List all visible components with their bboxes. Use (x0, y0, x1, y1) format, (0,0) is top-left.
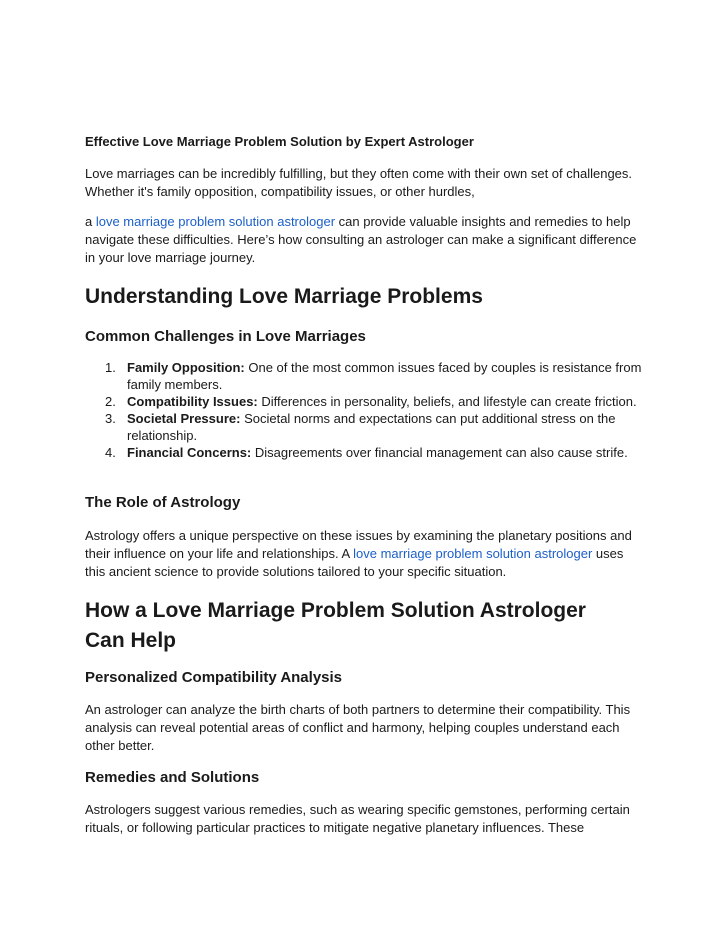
astrologer-link[interactable]: love marriage problem solution astrologer (353, 546, 593, 561)
list-term: Financial Concerns: (127, 445, 252, 460)
list-text: One of the most common issues faced by couples is resistance from family members. (127, 360, 642, 392)
list-number: 3. (105, 411, 116, 426)
challenges-list (85, 359, 645, 461)
astrology-text-pre: Astrology offers a unique perspective on these issues by examining the planetary positions and their influence on your life and relationships. A (85, 528, 632, 561)
list-item (85, 393, 645, 410)
astrologer-link[interactable]: love marriage problem solution astrologer (95, 214, 336, 229)
list-term: Societal Pressure: (127, 411, 241, 426)
subheading-compatibility-analysis: Personalized Compatibility Analysis (85, 669, 343, 686)
list-item (85, 410, 645, 444)
section-heading-how-astrologer-helps: How a Love Marriage Problem Solution Astrologer Can Help (85, 599, 586, 652)
subheading-common-challenges: Common Challenges in Love Marriages (85, 328, 366, 345)
remedies-paragraph: Astrologers suggest various remedies, such as wearing specific gemstones, performing certain rituals, or following particular practices to mitigate negative planetary influences. These (85, 802, 630, 835)
subheading-role-of-astrology: The Role of Astrology (85, 494, 241, 511)
intro-text-post: can provide valuable insights and remedies to help navigate these difficulties. Here’s how consulting an astrologer can make a significant difference in your love marriage journey. (85, 214, 637, 265)
list-number: 4. (105, 445, 116, 460)
list-number: 2. (105, 394, 116, 409)
intro-paragraph: Love marriages can be incredibly fulfilling, but they often come with their own set of challenges. Whether it's family opposition, compatibility issues, or other hurdles, (85, 166, 633, 199)
list-item (85, 359, 645, 393)
compatibility-paragraph: An astrologer can analyze the birth charts of both partners to determine their compatibility. This analysis can reveal potential areas of conflict and harmony, helping couples understand each other better. (85, 702, 631, 753)
list-text: Disagreements over financial management can also cause strife. (251, 445, 628, 460)
subheading-remedies: Remedies and Solutions (85, 769, 260, 786)
list-text: Societal norms and expectations can put additional stress on the relationship. (127, 411, 616, 443)
astrology-text-post: uses this ancient science to provide solutions tailored to your specific situation. (85, 546, 624, 579)
list-term: Compatibility Issues: (127, 394, 258, 409)
intro-text-pre: a (85, 214, 96, 229)
list-number: 1. (105, 360, 116, 375)
intro-paragraph-2 (85, 213, 645, 267)
section-heading-understanding: Understanding Love Marriage Problems (85, 285, 483, 308)
document-title: Effective Love Marriage Problem Solution by Expert Astrologer (85, 134, 474, 149)
list-term: Family Opposition: (127, 360, 245, 375)
list-item (85, 444, 645, 461)
astrology-paragraph (85, 527, 645, 581)
list-text: Differences in personality, beliefs, and lifestyle can create friction. (257, 394, 637, 409)
